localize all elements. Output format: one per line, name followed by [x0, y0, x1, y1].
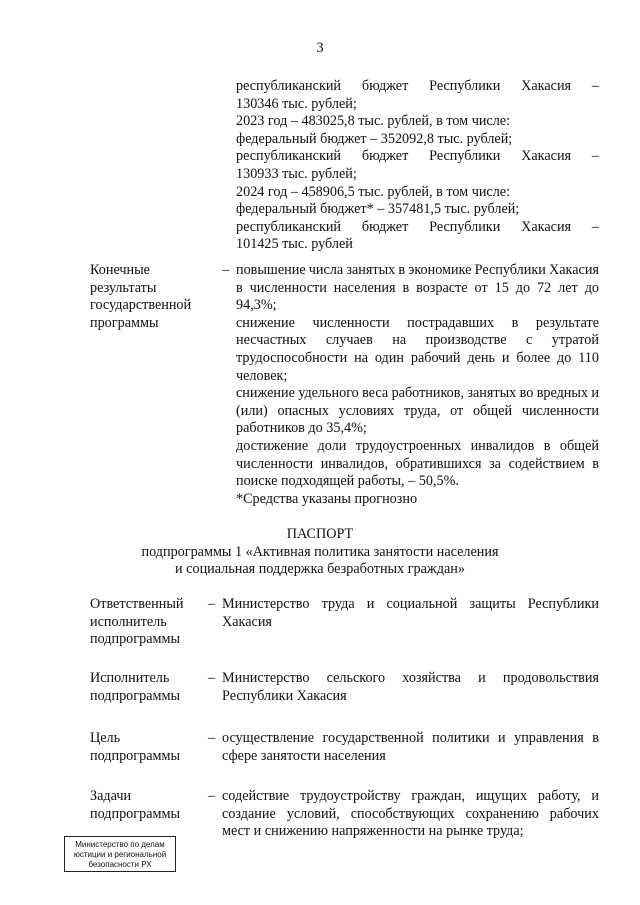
word: от	[474, 279, 488, 296]
word: продовольствия	[502, 670, 599, 686]
text-line: человек;	[236, 367, 288, 384]
word: веса	[362, 385, 389, 402]
word: Республики	[429, 78, 501, 94]
word: Хакасия	[549, 262, 599, 278]
word: труда,	[403, 402, 441, 419]
passport-title: ПАСПОРТ	[286, 526, 354, 542]
text-line	[222, 730, 599, 748]
passport-subtitle-2: и социальная поддержка безработных граждан»	[175, 561, 465, 578]
word: до	[557, 349, 572, 366]
word: трудоустроенных	[355, 437, 462, 454]
word: защиты	[469, 596, 516, 612]
word: несчастных	[236, 332, 307, 349]
text-line	[236, 350, 599, 368]
text-line: 130346 тыс. рублей;	[236, 95, 357, 112]
word: и	[498, 730, 506, 746]
word: и	[591, 385, 599, 402]
word: до	[515, 279, 531, 296]
word: на	[392, 332, 407, 349]
text-line: работников до 35,4%;	[236, 420, 367, 437]
label-line: исполнитель	[90, 613, 167, 630]
word: в	[592, 455, 599, 472]
word: день	[467, 349, 495, 366]
results-label	[90, 262, 208, 332]
passport-subtitle-1: подпрограммы 1 «Активная политика занятости населения	[141, 543, 499, 560]
word: содействие	[222, 788, 290, 804]
word: социальной	[386, 596, 458, 612]
text-line: поиске подходящей работы, – 50,5%.	[236, 473, 459, 490]
word: и	[591, 788, 599, 804]
text-line	[236, 385, 599, 403]
label-line: подпрограммы	[90, 631, 180, 648]
text-line: Республики Хакасия	[222, 687, 347, 704]
word: до	[584, 279, 599, 296]
row-label-goal	[90, 730, 208, 765]
word: случаев	[325, 332, 373, 349]
text-line: сфере занятости населения	[222, 747, 386, 764]
word: инвалидов,	[320, 455, 389, 472]
word: способствующих	[350, 805, 455, 822]
label-line: Задачи	[90, 788, 132, 804]
word: ищущих	[475, 788, 528, 804]
word: осуществление	[222, 730, 315, 746]
word: Республики	[429, 148, 501, 165]
word: трудоустройству	[299, 788, 401, 804]
word: вредных	[536, 385, 589, 402]
label-line: Ответственный	[90, 596, 184, 612]
text-line: 130933 тыс. рублей;	[236, 165, 357, 182]
row-dash: –	[208, 788, 216, 804]
word: в	[398, 262, 406, 278]
row-text-tasks	[222, 788, 599, 841]
word: (или)	[236, 402, 268, 419]
registration-stamp	[64, 836, 176, 872]
word: числа	[308, 262, 344, 278]
word: сохранению	[465, 805, 539, 822]
text-line	[236, 403, 599, 421]
word: Хакасия	[521, 218, 572, 235]
word: бюджет	[361, 78, 409, 94]
word: труда	[321, 596, 355, 612]
word: республиканский	[236, 78, 342, 94]
word: рабочих	[549, 805, 599, 822]
word: численности	[312, 314, 390, 331]
word: работу,	[537, 788, 581, 804]
word: Министерство	[222, 670, 310, 686]
text-line	[236, 148, 599, 166]
word: 110	[578, 349, 599, 366]
word: государственной	[322, 730, 424, 746]
word: в	[543, 437, 551, 454]
word: за	[489, 455, 501, 472]
word: и	[366, 596, 375, 612]
text-line: 101425 тыс. рублей	[236, 236, 353, 253]
word: занятых	[467, 385, 517, 402]
row-text-responsible	[222, 596, 599, 631]
text-line: мест и снижению напряженности на рынке труда;	[222, 823, 524, 840]
word: результате	[535, 314, 599, 331]
text-line	[236, 280, 599, 298]
stamp-line: Министерство по делам	[75, 840, 165, 849]
word: в	[592, 730, 599, 746]
word: и	[501, 349, 510, 366]
results-text	[236, 262, 599, 508]
word: управления	[514, 730, 584, 746]
word: в	[402, 279, 410, 296]
row-text-executor	[222, 670, 599, 705]
word: условиях	[338, 402, 395, 419]
word: сельского	[326, 670, 386, 686]
label-line: Цель	[90, 730, 121, 746]
word: содействием	[508, 455, 585, 472]
stamp-line: юстиции и региональной	[73, 850, 167, 859]
word: снижение	[236, 314, 295, 331]
word: –	[591, 218, 599, 235]
word: трудоспособности	[236, 349, 348, 366]
row-label-responsible	[90, 596, 208, 649]
word: 15	[494, 279, 509, 296]
text-line	[222, 670, 599, 688]
results-dash: –	[222, 262, 230, 278]
word: повышение	[236, 262, 306, 278]
word: опасных	[277, 402, 329, 419]
word: более	[516, 349, 551, 366]
financing-continuation	[236, 78, 599, 254]
text-line: *Средства указаны прогнозно	[236, 490, 418, 507]
text-line: федеральный бюджет – 352092,8 тыс. рублей;	[236, 130, 513, 147]
text-line: 2024 год – 458906,5 тыс. рублей, в том числе:	[236, 183, 511, 200]
word: общей	[559, 437, 599, 454]
text-line	[222, 596, 599, 614]
word: граждан,	[411, 788, 466, 804]
word: создание	[222, 805, 276, 822]
row-label-tasks	[90, 788, 208, 823]
text-line	[236, 78, 599, 96]
text-line: 2023 год – 483025,8 тыс. рублей, в том числе:	[236, 113, 511, 130]
word: на	[354, 349, 368, 366]
label-line: подпрограммы	[90, 805, 180, 822]
word: достижение	[236, 437, 309, 454]
word: населения	[333, 279, 396, 296]
word: бюджет	[361, 148, 409, 165]
word: в	[236, 279, 243, 296]
word: хозяйства	[402, 670, 461, 686]
word: в	[511, 314, 519, 331]
word: во	[519, 385, 534, 402]
text-line	[236, 262, 599, 280]
word: –	[591, 78, 599, 94]
page-number: 3	[316, 40, 324, 56]
row-dash: –	[208, 596, 216, 612]
word: Хакасия	[521, 148, 572, 165]
word: численности	[236, 455, 314, 472]
word: Хакасия	[521, 78, 572, 94]
word: снижение	[236, 385, 295, 402]
text-line	[236, 438, 599, 456]
text-line	[222, 788, 599, 806]
word: утратой	[551, 332, 599, 349]
text-line	[236, 219, 599, 237]
word: доли	[317, 437, 347, 454]
word: один	[374, 349, 404, 366]
text-line: Хакасия	[222, 613, 272, 630]
word: экономике	[408, 262, 472, 278]
word: политики	[432, 730, 490, 746]
word: работников,	[391, 385, 464, 402]
word: Республики	[429, 218, 501, 235]
label-line: результаты	[90, 279, 157, 296]
text-line	[236, 456, 599, 474]
word: численности	[249, 279, 327, 296]
label-line: программы	[90, 314, 159, 331]
label-line: Конечные	[90, 262, 150, 278]
word: от	[450, 402, 464, 419]
label-line: подпрограммы	[90, 687, 180, 704]
text-line	[236, 332, 599, 350]
label-line: Исполнитель	[90, 670, 170, 686]
word: обратившихся	[395, 455, 482, 472]
row-text-goal	[222, 730, 599, 765]
word: с	[525, 332, 533, 349]
word: занятых	[346, 262, 396, 278]
word: производстве	[425, 332, 507, 349]
row-dash: –	[208, 730, 216, 746]
passport-heading	[0, 526, 640, 579]
text-line: федеральный бюджет* – 357481,5 тыс. рублей;	[236, 201, 520, 218]
word: удельного	[298, 385, 359, 402]
word: общей	[472, 402, 513, 419]
word: лет	[558, 279, 578, 296]
word: условий,	[286, 805, 340, 822]
word: бюджет	[361, 218, 409, 235]
word: Республики	[474, 262, 546, 278]
label-line: государственной	[90, 297, 192, 314]
word: республиканский	[236, 148, 342, 165]
word: –	[591, 148, 599, 165]
text-line	[236, 315, 599, 333]
word: республиканский	[236, 218, 342, 235]
word: пострадавших	[407, 314, 495, 331]
row-label-executor	[90, 670, 208, 705]
word: инвалидов	[470, 437, 535, 454]
word: рабочий	[410, 349, 461, 366]
row-dash: –	[208, 670, 216, 686]
word: и	[478, 670, 486, 686]
word: возрасте	[416, 279, 468, 296]
text-line	[222, 806, 599, 824]
word: численности	[521, 402, 599, 419]
stamp-line: безопасности РХ	[88, 860, 152, 869]
label-line: подпрограммы	[90, 747, 180, 764]
word: Министерство	[222, 596, 310, 612]
word: Республики	[527, 596, 599, 612]
word: 72	[537, 279, 552, 296]
text-line: 94,3%;	[236, 297, 277, 314]
